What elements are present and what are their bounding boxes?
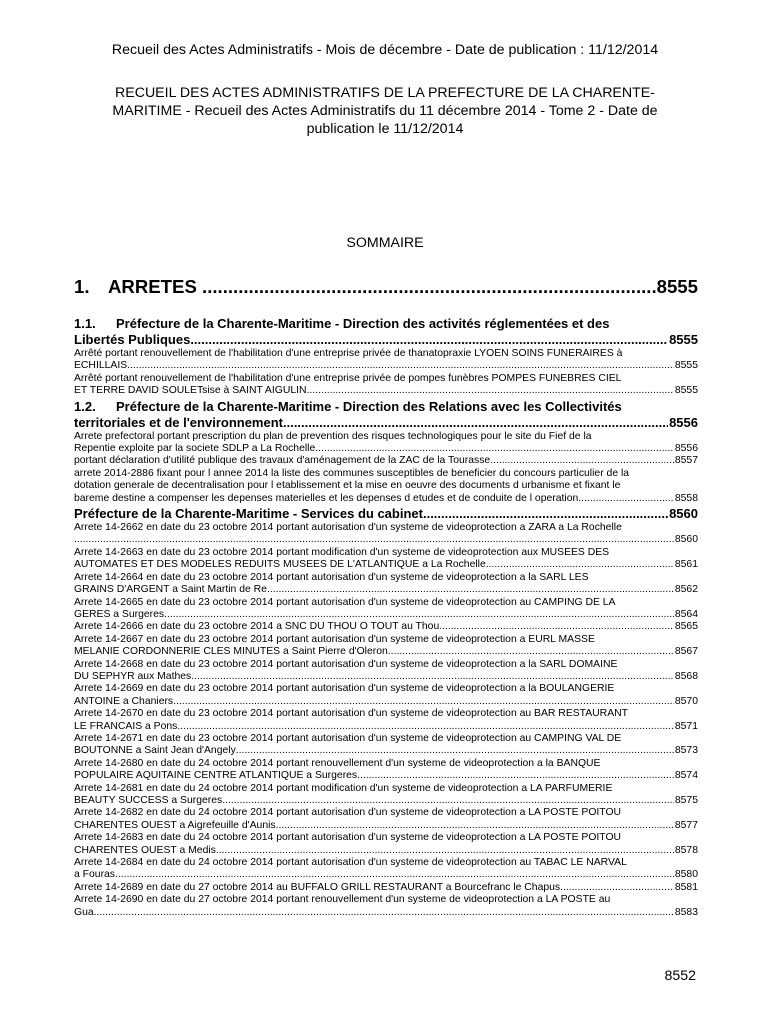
toc-entry-row (74, 415, 698, 431)
dot-leader (439, 621, 674, 633)
toc-entry-page: 8575 (674, 795, 698, 806)
toc-entry-row (74, 907, 698, 919)
toc-entry-row (74, 721, 698, 733)
dot-leader (357, 770, 674, 782)
toc-entry-text: bareme destine a compenser les depenses materielles et les depenses d etudes et de conduite de l operation (74, 492, 579, 504)
section-number: 1.2. (74, 398, 96, 414)
toc-entry[interactable] (74, 807, 698, 832)
toc-entry[interactable] (74, 708, 698, 733)
dot-leader (486, 559, 674, 571)
toc-entry[interactable] (74, 455, 698, 467)
toc-entry-line: Arrete 14-2669 en date du 23 octobre 2014 portant autorisation d'un systeme de videoprotection a la BOULANGERIE (74, 683, 615, 695)
toc-entry-text: DU SEPHYR aux Mathes (74, 670, 192, 682)
toc-entry-row (74, 869, 698, 881)
toc-entry-line: Arrêté portant renouvellement de l'habilitation d'une entreprise privée de thanatopraxie LYOEN SOINS FUNERAIRES à (74, 348, 623, 359)
toc-entry-row (74, 770, 698, 782)
toc-entry-line: Arrete 14-2665 en date du 23 octobre 2014 portant autorisation d'un systeme de videoprotection au CAMPING DE LA (74, 596, 616, 608)
toc-entry-page: 8557 (674, 455, 698, 467)
toc-entry-text: CHARENTES OUEST a Medis (74, 844, 216, 856)
toc-entry-page: 8558 (674, 492, 698, 504)
section-title: Préfecture de la Charente-Maritime - Direction des activités réglementées et des (116, 316, 610, 331)
toc-section[interactable] (74, 399, 698, 431)
toc-entry-page: 8578 (674, 844, 698, 856)
toc-entry-row (74, 696, 698, 708)
toc-entry[interactable] (74, 659, 698, 684)
toc-entry-text: Libertés Publiques (74, 332, 191, 347)
toc-section[interactable] (74, 506, 698, 522)
toc-entry-line: Arrete 14-2663 en date du 23 octobre 2014 portant modification d'un systeme de videoprotection aux MUSEES DES (74, 546, 610, 558)
title-line: publication le 11/12/2014 (306, 121, 464, 137)
toc-entry-text: Repentie exploite par la societe SDLP a La Rochelle (74, 443, 316, 455)
toc-entry-page: 8573 (674, 745, 698, 757)
toc-entry-text: ECHILLAIS (74, 360, 128, 372)
toc-entry-text: portant déclaration d'utilité publique des travaux d'aménagement de la ZAC de la Tourasse (74, 455, 491, 467)
dot-leader (191, 671, 674, 683)
toc-entry-line: Arrete 14-2690 en date du 27 octobre 2014 portant renouvellement d'un systeme de videoprotection a LA POSTE au (74, 894, 611, 906)
toc-entry-line: Arrêté portant renouvellement de l'habilitation d'une entreprise privée de pompes funèbres POMPES FUNEBRES CIEL (74, 372, 622, 384)
toc-entry-page: 8555 (669, 332, 698, 347)
toc-entry-page: 8583 (674, 906, 698, 918)
toc-entry-text: ANTOINE a Chaniers (74, 695, 174, 707)
toc-entry[interactable] (74, 572, 698, 597)
toc-entry[interactable] (74, 621, 698, 633)
toc-entry-text: ET TERRE DAVID SOULETsise à SAINT AIGULIN (74, 385, 307, 397)
chapter-page: 8555 (656, 276, 698, 297)
dot-leader (423, 506, 668, 522)
toc-entry-row (74, 385, 698, 397)
section-title-line (74, 399, 698, 415)
dot-leader (267, 584, 674, 596)
dot-leader (315, 443, 674, 455)
toc-entry-row (74, 584, 698, 596)
toc-entry-text: POPULAIRE AQUITAINE CENTRE ATLANTIQUE a Surgeres (74, 770, 358, 782)
toc-entry-row (74, 882, 698, 894)
toc-entry[interactable] (74, 832, 698, 857)
toc-entry-text: territoriales et de l'environnement (74, 414, 283, 430)
dot-leader (74, 534, 674, 546)
toc-entry-row (74, 332, 698, 348)
toc-entry-line: Arrete 14-2684 en date du 24 octobre 2014 portant autorisation d'un systeme de videoprotection au TABAC LE NARVAL (74, 857, 627, 869)
toc-entry-row (74, 493, 698, 505)
toc-entry[interactable] (74, 857, 698, 882)
document-title (74, 84, 696, 138)
toc-entry-line: Arrete 14-2683 en date du 24 octobre 2014 portant autorisation d'un systeme de videoprotection a LA POSTE POITOU (74, 832, 622, 844)
toc-entry-text: GRAINS D'ARGENT a Saint Martin de Re (74, 584, 267, 596)
toc-entry-line: Arrete 14-2671 en date du 23 octobre 2014 portant autorisation d'un systeme de videoprotection au CAMPING VAL DE (74, 732, 622, 744)
toc-entry[interactable] (74, 882, 698, 894)
toc-entry-text: BEAUTY SUCCESS a Surgeres (74, 795, 223, 806)
toc-entry-row (74, 671, 698, 683)
toc-entry-text: GERES a Surgeres (74, 608, 165, 620)
dot-leader (127, 360, 674, 372)
toc-entry[interactable] (74, 468, 698, 505)
dot-leader (190, 332, 668, 348)
toc-entry[interactable] (74, 733, 698, 758)
toc-entry[interactable] (74, 597, 698, 622)
toc-entry-row (74, 795, 698, 807)
toc-entry[interactable] (74, 547, 698, 572)
page-header: Recueil des Actes Administratifs - Mois de décembre - Date de publication : 11/12/2014 (111, 42, 659, 58)
toc-entry-page: 8555 (674, 360, 698, 372)
toc-entry[interactable] (74, 783, 698, 808)
dot-leader (202, 276, 656, 298)
dot-leader (283, 415, 668, 431)
chapter-title: ARRETES (108, 276, 197, 297)
toc-chapter[interactable] (74, 276, 698, 298)
toc-entry-page: 8580 (674, 869, 698, 881)
toc-entry-page: 8571 (674, 720, 698, 732)
dot-leader (164, 609, 674, 621)
dot-leader (94, 907, 674, 919)
toc-entry-page: 8565 (674, 621, 698, 633)
sommaire-heading: SOMMAIRE (346, 235, 424, 251)
toc-entry-row (74, 609, 698, 621)
toc-entry[interactable] (74, 758, 698, 783)
dot-leader (177, 721, 674, 733)
toc-entry-line: Arrete 14-2668 en date du 23 octobre 2014 portant autorisation d'un systeme de videoprotection a la SARL DOMAINE (74, 658, 618, 670)
toc-section[interactable] (74, 316, 698, 348)
title-line: RECUEIL DES ACTES ADMINISTRATIFS DE LA PREFECTURE DE LA CHARENTE- (114, 85, 655, 101)
toc-entry[interactable] (74, 522, 698, 547)
dot-leader (222, 795, 674, 807)
toc-entry-text: Préfecture de la Charente-Maritime - Services du cabinet (74, 506, 423, 522)
toc-entry[interactable] (74, 894, 698, 919)
toc-entry-text: BOUTONNE a Saint Jean d'Angely (74, 745, 236, 757)
title-line: MARITIME - Recueil des Actes Administratifs du 11 décembre 2014 - Tome 2 - Date de (112, 103, 658, 119)
toc-entry-page: 8555 (674, 385, 698, 397)
toc-entry-line: Arrete 14-2680 en date du 24 octobre 2014 portant renouvellement d'un systeme de videoprotection a la BANQUE (74, 757, 601, 769)
section-number: 1.1. (74, 316, 96, 331)
dot-leader (560, 882, 674, 894)
section-title: Préfecture de la Charente-Maritime - Direction des Relations avec les Collectivités (116, 398, 622, 414)
toc-entry-text: CHARENTES OUEST a Aigrefeuille d'Aunis (74, 819, 276, 831)
toc-entry[interactable] (74, 348, 698, 373)
toc-entry-page: 8570 (674, 695, 698, 707)
chapter-number: 1. (74, 276, 90, 297)
toc-entry-line: Arrete prefectoral portant prescription du plan de prevention des risques technologiques pour le site du Fief de la (74, 430, 592, 442)
toc-entry-line: dotation generale de decentralisation pour l etablissement et la mise en oeuvre des documents d urbanisme et fixant le (74, 480, 621, 492)
dot-leader (490, 455, 674, 467)
toc-entry-row (74, 360, 698, 372)
dot-leader (236, 745, 674, 757)
toc-entry-page: 8567 (674, 646, 698, 658)
toc-entry-line: Arrete 14-2662 en date du 23 octobre 2014 portant autorisation d'un systeme de videoprotection a ZARA a La Rochelle (74, 522, 622, 534)
toc-entry-page: 8556 (669, 414, 698, 430)
toc-body (74, 316, 698, 919)
toc-entry-page: 8561 (674, 559, 698, 571)
toc-entry-page: 8564 (674, 608, 698, 620)
dot-leader (388, 646, 674, 658)
toc-entry-row (74, 646, 698, 658)
toc-entry-line: Arrete 14-2667 en date du 23 octobre 2014 portant autorisation d'un systeme de videoprotection a EURL MASSE (74, 633, 595, 645)
toc-entry-page: 8560 (669, 506, 698, 522)
page-number: 8552 (664, 968, 696, 984)
toc-entry-text: AUTOMATES ET DES MODELES REDUITS MUSEES DE L'ATLANTIQUE a La Rochelle (74, 559, 486, 571)
dot-leader (216, 845, 674, 857)
toc-entry-text: Gua (74, 906, 94, 918)
toc-entry-page: 8556 (674, 443, 698, 455)
toc-entry-row (74, 621, 698, 633)
toc-entry-line: Arrete 14-2664 en date du 23 octobre 2014 portant autorisation d'un systeme de videoprotection a la SARL LES (74, 571, 589, 583)
dot-leader (276, 820, 674, 832)
toc-entry-text: Arrete 14-2689 en date du 27 octobre 2014 au BUFFALO GRILL RESTAURANT a Bourcefranc le Chapus (74, 881, 561, 893)
toc-entry-page: 8577 (674, 819, 698, 831)
toc-entry-row (74, 534, 698, 546)
toc-entry-text: a Fouras (74, 869, 116, 881)
toc-entry-row (74, 455, 698, 467)
toc-entry-page: 8581 (674, 881, 698, 893)
dot-leader (307, 385, 674, 397)
toc-entry[interactable] (74, 431, 698, 456)
toc-entry-page: 8568 (674, 670, 698, 682)
toc-entry-row (74, 506, 698, 522)
toc-entry-row (74, 820, 698, 832)
toc-entry-text: MELANIE CORDONNERIE CLES MINUTES a Saint Pierre d'Oleron (74, 646, 388, 658)
toc-entry-row (74, 745, 698, 757)
toc-entry-row (74, 845, 698, 857)
section-title-line (74, 316, 698, 332)
toc-entry-line: Arrete 14-2682 en date du 24 octobre 2014 portant autorisation d'un systeme de videoprotection a LA POSTE POITOU (74, 807, 622, 819)
dot-leader (173, 696, 674, 708)
toc-entry-line: Arrete 14-2681 en date du 24 octobre 2014 portant modification d'un systeme de videoprotection a LA PARFUMERIE (74, 782, 613, 794)
toc-entry-text: Arrete 14-2666 en date du 23 octobre 2014 a SNC DU THOU O TOUT au Thou (74, 621, 440, 633)
dot-leader (578, 493, 674, 505)
toc-entry[interactable] (74, 373, 698, 398)
toc-entry-line: arrete 2014-2886 fixant pour l annee 2014 la liste des communes susceptibles de beneficier du concours particulier de la (74, 467, 630, 479)
toc-entry-row (74, 559, 698, 571)
toc-entry-page: 8574 (674, 770, 698, 782)
toc-entry-text: LE FRANCAIS a Pons (74, 720, 178, 732)
dot-leader (115, 869, 674, 881)
toc-entry-page: 8560 (674, 534, 698, 546)
toc-entry-page: 8562 (674, 584, 698, 596)
toc-entry-line: Arrete 14-2670 en date du 23 octobre 2014 portant autorisation d'un systeme de videoprotection au BAR RESTAURANT (74, 708, 628, 720)
toc-entry-row (74, 443, 698, 455)
toc-entry[interactable] (74, 634, 698, 659)
toc-entry[interactable] (74, 683, 698, 708)
